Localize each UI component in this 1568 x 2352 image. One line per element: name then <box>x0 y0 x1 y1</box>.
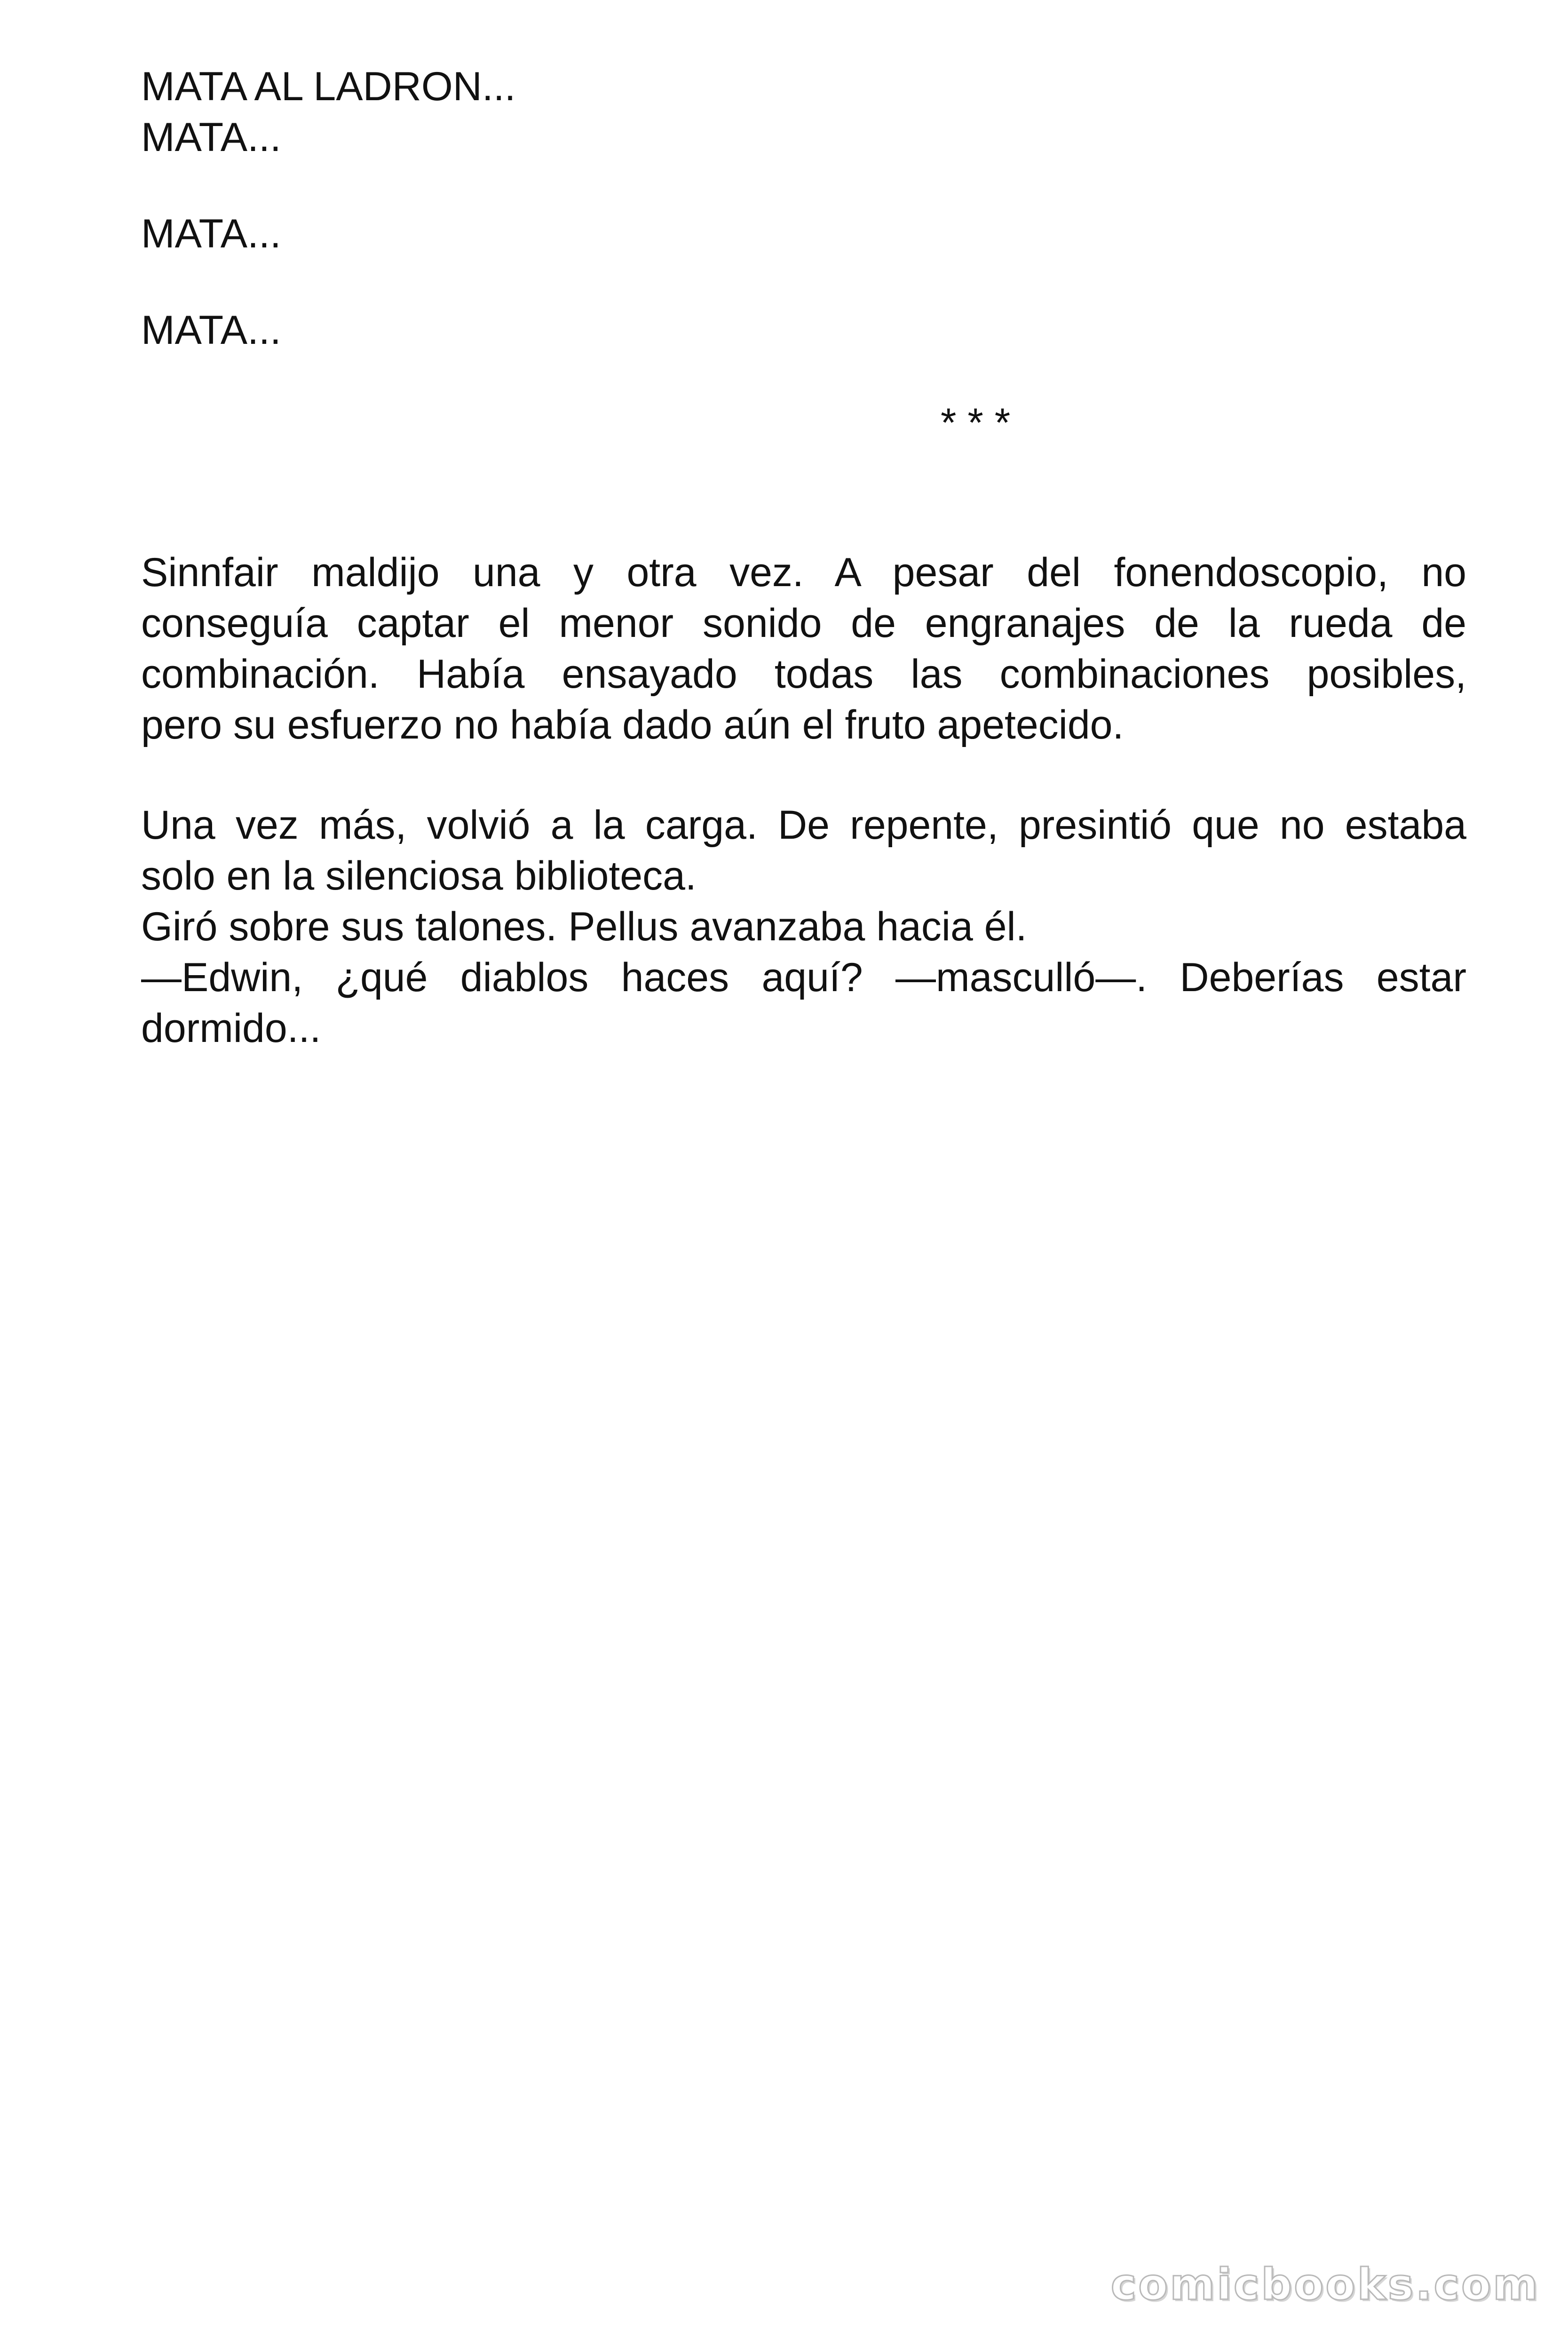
text-line: Una vez más, volvió a la carga. De repente, presintió que no estaba <box>141 803 1466 848</box>
chant-block <box>141 61 1466 356</box>
watermark-logo: comicbooks.com <box>1110 2259 1540 2310</box>
chant-line: MATA... <box>141 308 281 353</box>
text-line: solo en la silenciosa biblioteca. <box>141 853 697 898</box>
text-line: conseguía captar el menor sonido de engranajes de la rueda de <box>141 601 1466 646</box>
chant-line: MATA AL LADRON... <box>141 64 516 109</box>
text-line: Sinnfair maldijo una y otra vez. A pesar del fonendoscopio, no <box>141 550 1466 595</box>
chant-line: MATA... <box>141 115 281 160</box>
chant-line: MATA... <box>141 211 281 256</box>
text-line: pero su esfuerzo no había dado aún el fruto apetecido. <box>141 702 1124 747</box>
text-line: Giró sobre sus talones. Pellus avanzaba hacia él. <box>141 904 1027 949</box>
section-separator: * * * <box>941 400 1011 445</box>
text-line: —Edwin, ¿qué diablos haces aquí? —masculló—. Deberías estar <box>141 955 1466 1000</box>
text-line: dormido... <box>141 1006 321 1051</box>
paragraph-2 <box>141 800 1466 1054</box>
text-line: combinación. Había ensayado todas las combinaciones posibles, <box>141 652 1466 697</box>
paragraph-1 <box>141 547 1466 750</box>
